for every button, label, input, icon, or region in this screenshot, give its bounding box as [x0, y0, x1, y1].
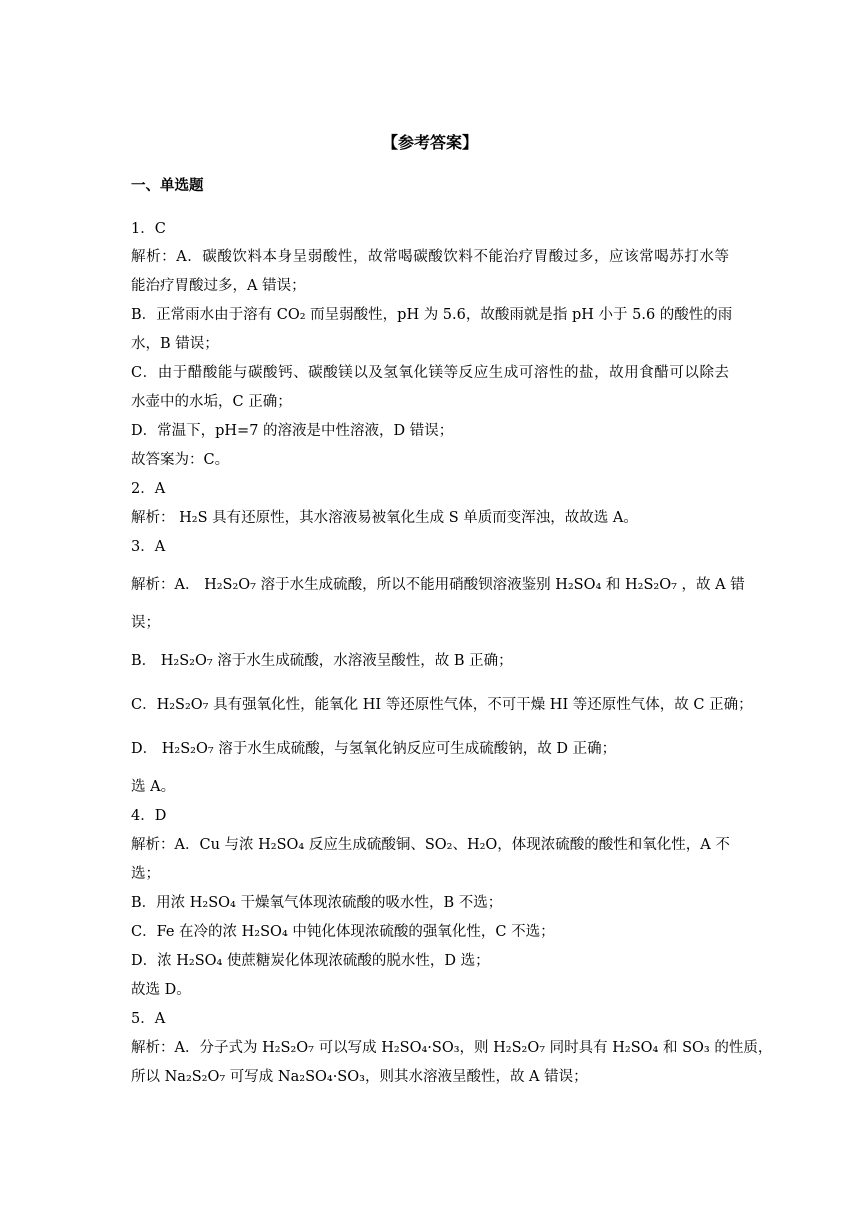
text-line: D． H₂S₂O₇ 溶于水生成硫酸，与氢氧化钠反应可生成硫酸钠，故 D 正确；: [131, 741, 617, 757]
text-line: 解析：A．分子式为 H₂S₂O₇ 可以写成 H₂SO₄·SO₃，则 H₂S₂O₇ 同时具有 H₂SO₄ 和 SO₃ 的性质，: [131, 1040, 773, 1056]
text-line: D．浓 H₂SO₄ 使蔗糖炭化体现浓硫酸的脱水性，D 选；: [131, 953, 490, 969]
text-line: 故答案为：C。: [131, 452, 230, 468]
text-line: 解析：A． H₂S₂O₇ 溶于水生成硫酸，所以不能用硝酸钡溶液鉴别 H₂SO₄ 和 H₂S₂O₇ ，故 A 错: [131, 577, 745, 593]
text-line: 选 A。: [131, 779, 176, 795]
text-line: B．用浓 H₂SO₄ 干燥氧气体现浓硫酸的吸水性，B 不选；: [131, 895, 503, 911]
text-line: B．正常雨水由于溶有 CO₂ 而呈弱酸性，pH 为 5.6，故酸雨就是指 pH 小于 5.6 的酸性的雨: [131, 307, 733, 323]
page-title: 【参考答案】: [381, 133, 478, 152]
section-heading: 一、单选题: [131, 177, 204, 194]
text-line: 解析： H₂S 具有还原性，其水溶液易被氧化生成 S 单质而变浑浊，故故选 A。: [131, 510, 638, 526]
answer-number: 4．D: [131, 808, 167, 824]
text-line: 选；: [131, 866, 160, 882]
text-line: 水，B 错误；: [131, 336, 219, 352]
text-line: B． H₂S₂O₇ 溶于水生成硫酸，水溶液呈酸性，故 B 正确；: [131, 653, 513, 669]
answer-number: 1．C: [131, 221, 166, 237]
text-line: 解析：A．碳酸饮料本身呈弱酸性，故常喝碳酸饮料不能治疗胃酸过多，应该常喝苏打水等: [131, 249, 729, 265]
answer-number: 2．A: [131, 481, 166, 497]
text-line: C．Fe 在冷的浓 H₂SO₄ 中钝化体现浓硫酸的强氧化性，C 不选；: [131, 924, 555, 940]
text-line: 解析：A．Cu 与浓 H₂SO₄ 反应生成硫酸铜、SO₂、H₂O，体现浓硫酸的酸性和氧化性，A 不: [131, 837, 730, 853]
text-line: 所以 Na₂S₂O₇ 可写成 Na₂SO₄·SO₃，则其水溶液呈酸性，故 A 错误；: [131, 1069, 588, 1085]
text-line: 误；: [131, 615, 160, 631]
text-line: 能治疗胃酸过多，A 错误；: [131, 278, 306, 294]
answer-number: 5．A: [131, 1011, 166, 1027]
text-line: C．H₂S₂O₇ 具有强氧化性，能氧化 HI 等还原性气体，不可干燥 HI 等还原性气体，故 C 正确；: [131, 697, 753, 713]
text-line: 水壶中的水垢，C 正确；: [131, 394, 292, 410]
text-line: 故选 D。: [131, 982, 191, 998]
text-line: D．常温下，pH=7 的溶液是中性溶液，D 错误；: [131, 423, 454, 439]
text-line: C．由于醋酸能与碳酸钙、碳酸镁以及氢氧化镁等反应生成可溶性的盐，故用食醋可以除去: [131, 365, 729, 381]
answer-number: 3．A: [131, 539, 166, 555]
